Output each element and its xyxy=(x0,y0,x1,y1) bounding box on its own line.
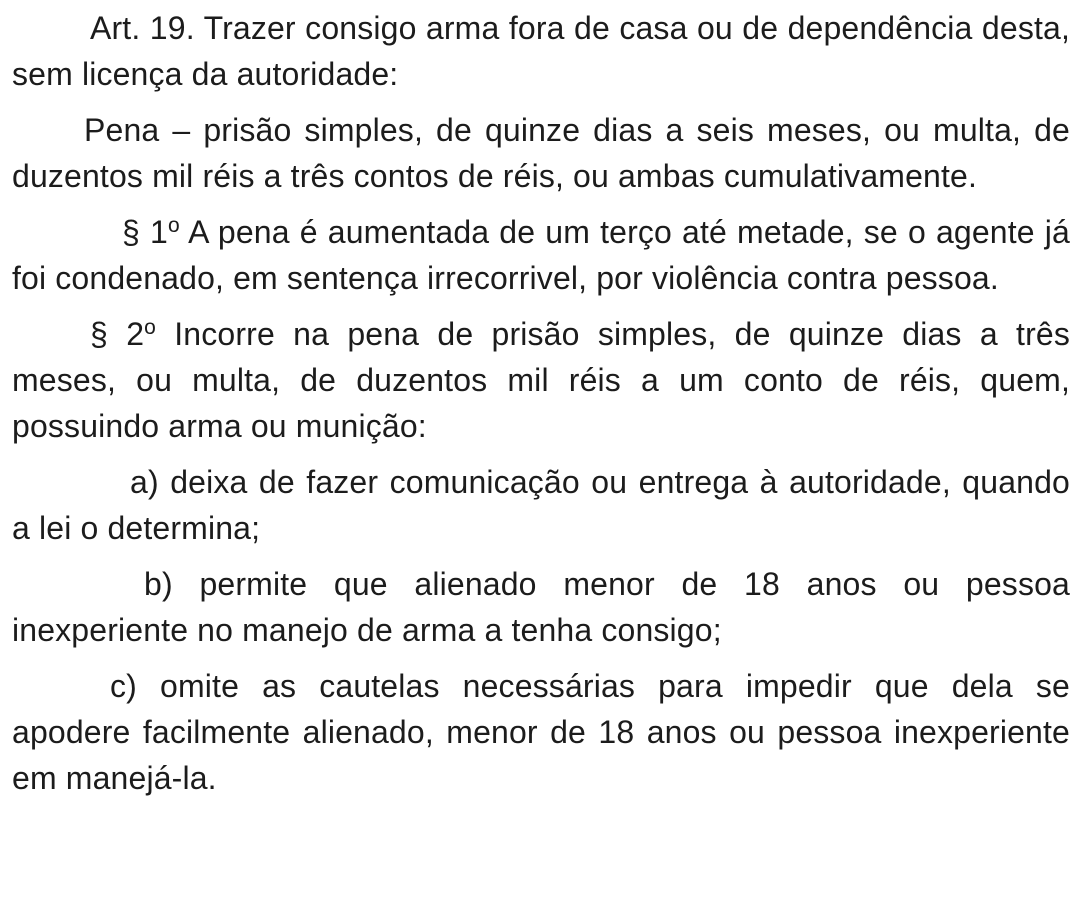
article-caput: Art. 19. Trazer consigo arma fora de casa ou de dependência desta, sem licença da autoridade: xyxy=(12,10,1070,92)
law-document xyxy=(12,0,1070,801)
paragraph-1 xyxy=(12,209,1070,301)
item-a: a) deixa de fazer comunicação ou entrega à autoridade, quando a lei o determina; xyxy=(12,464,1070,546)
item-b: b) permite que alienado menor de 18 anos ou pessoa inexperiente no manejo de arma a tenha consigo; xyxy=(12,566,1070,648)
paragraph-2-symbol: § 2 xyxy=(90,316,145,352)
item-c: c) omite as cautelas necessárias para impedir que dela se apodere facilmente alienado, menor de 18 anos ou pessoa inexperiente em manejá-la. xyxy=(12,668,1070,796)
paragraph-1-ordinal: o xyxy=(167,214,180,237)
paragraph-1-symbol: § 1 xyxy=(122,214,168,250)
paragraph-1-text: A pena é aumentada de um terço até metade, se o agente já foi condenado, em sentença irrecorrivel, por violência contra pessoa. xyxy=(12,214,1071,296)
paragraph-2-ordinal: o xyxy=(144,316,156,339)
paragraph-2 xyxy=(12,311,1070,449)
penalty-paragraph: Pena – prisão simples, de quinze dias a seis meses, ou multa, de duzentos mil réis a três contos de réis, ou ambas cumulativamente. xyxy=(12,112,1070,194)
paragraph-2-text: Incorre na pena de prisão simples, de quinze dias a três meses, ou multa, de duzentos mil réis a um conto de réis, quem, possuindo arma ou munição: xyxy=(12,316,1070,444)
